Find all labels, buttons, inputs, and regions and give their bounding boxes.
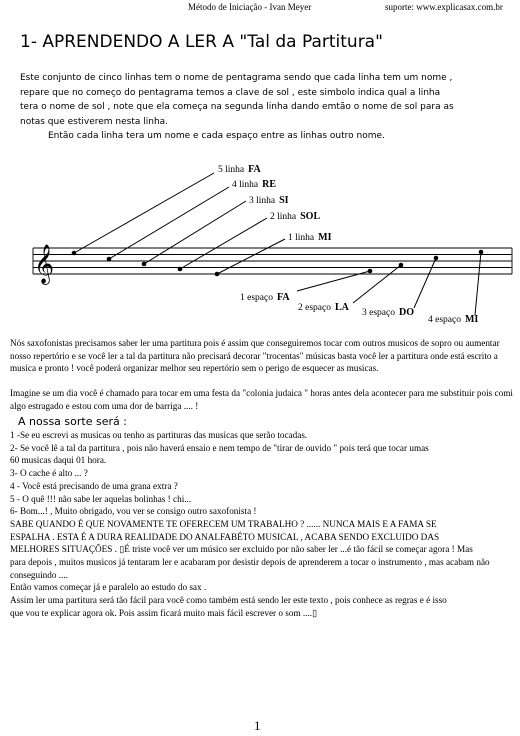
treble-clef-icon: 𝄞 (34, 244, 55, 284)
pointer-line-1 (217, 239, 285, 274)
pointer-space-2 (353, 265, 401, 303)
note-dot (107, 257, 112, 262)
list-item: 5 - O quê !!! não sabe ler aquelas bolinhas ! chi... (10, 493, 192, 504)
note-dot (368, 269, 373, 274)
sorte-heading: A nossa sorte será : (18, 415, 127, 428)
note-dot (178, 267, 183, 272)
intro-line: repare que no começo do pentagrama temos a clave de sol , este simbolo indica qual a linha (20, 87, 441, 98)
line-label-text: 3 linha (249, 196, 276, 206)
line-note-name: MI (318, 232, 332, 243)
note-dot (142, 262, 147, 267)
space-note-name: LA (334, 302, 349, 313)
line-3-label (249, 195, 289, 206)
list-item: 2- Se você lê a tal da partitura , pois não haverá ensaio e nem tempo de "tirar de ouvido " pois terá que tocar umas (10, 442, 429, 453)
list-item: ESPALHA . ESTA É A DURA REALIDADE DO ANALFABÉTO MUSICAL , ACABA SENDO EXCLUIDO DAS (10, 531, 440, 542)
intro-line: tera o nome de sol , note que ela começa na segunda linha dando emtão o nome de sol para as (20, 102, 454, 112)
space-note-name: DO (398, 307, 414, 318)
sorte-list (10, 429, 520, 620)
line-label-text: 1 linha (288, 233, 315, 243)
line-note-name: FA (248, 164, 261, 175)
list-item: 4 - Você está precisando de uma grana extra ? (10, 480, 178, 491)
page-title: 1- APRENDENDO A LER A "Tal da Partitura" (20, 32, 383, 52)
list-item: para depois , muitos musicos já tentaram ler e acabaram por desistir depois de aprenderem a tocar o instrumento , mas acabam não (10, 557, 490, 568)
note-dot (72, 251, 77, 256)
staff-lines (33, 248, 512, 274)
note-dot (479, 250, 484, 255)
intro-line: Este conjunto de cinco linhas tem o nome de pentagrama sendo que cada linha tem um nome , (20, 73, 453, 83)
note-dot (434, 256, 439, 261)
list-item: Então vamos começar já e paralelo ao estudo do sax . (10, 582, 207, 593)
list-item: 1 -Se eu escrevi as musicas ou tenho as partituras das musicas que serão tocadas. (10, 430, 308, 440)
list-item: 3- O cache é alto ... ? (10, 468, 88, 479)
pointer-line-5 (74, 173, 214, 253)
space-1-label (240, 292, 290, 303)
header-right: suporte: www.explicasax.com.br (385, 2, 503, 12)
list-item: MELHORES SITUAÇÕES . ▯É triste você ver um músico ser excluido por não saber ler ...é tão fácil se começar agora ! Mas (10, 544, 473, 555)
line-label-text: 2 linha (270, 212, 297, 222)
line-2-label (270, 211, 320, 222)
space-3-label (362, 307, 414, 318)
list-item: 60 musicas daqui 01 hora. (10, 455, 107, 466)
note-heads (72, 250, 484, 277)
list-item: que vou te explicar agora ok. Pois assim ficará muito mais fácil escrever o som ....▯ (10, 607, 318, 618)
space-4-label (428, 314, 478, 325)
space-note-name: MI (464, 314, 479, 325)
line-label-text: 4 linha (232, 180, 259, 190)
paragraph-saxofonistas: Nós saxofonistas precisamos saber ler uma partitura pois é assim que conseguiremos tocar com outros musicos de sopro ou aumentar nosso repertório e se você ler a tal da partitura não precisará decorar "trocentas" músicas basta você ler a partitura onde está escrito a musica e pronto ! você poderá organizar melhor seu repertório sem o perigo de esquecer as musicas. (10, 338, 500, 374)
list-item: SABE QUANDO É QUE NOVAMENTE TE OFERECEM UM TRABALHO ? ...... NUNCA MAIS E A FAMA SE (10, 518, 437, 529)
space-label-text: 3 espaço (362, 308, 395, 318)
header-left: Método de Iniciação - Ivan Meyer (188, 2, 312, 12)
line-note-name: SOL (300, 211, 321, 222)
space-note-name: FA (276, 292, 290, 303)
line-5-label (218, 164, 261, 175)
space-2-label (298, 302, 349, 313)
line-note-name: SI (279, 195, 289, 206)
line-4-label (232, 179, 276, 190)
space-label-text: 1 espaço (240, 293, 273, 303)
line-label-text: 5 linha (218, 165, 245, 175)
list-item: conseguindo .... (10, 569, 68, 580)
note-dot (399, 263, 404, 268)
intro-paragraph (20, 71, 465, 144)
list-item: 6- Bom...! , Muito obrigado, vou ver se consigo outro saxofonista ! (10, 506, 257, 517)
space-label-text: 4 espaço (428, 315, 461, 325)
line-1-label (288, 232, 331, 243)
intro-line: notas que estiverem nesta linha. (20, 116, 169, 127)
intro-indented-line: Então cada linha tera um nome e cada espaço entre as linhas outro nome. (48, 131, 385, 141)
pointer-space-3 (414, 258, 436, 308)
paragraph-imagine: Imagine se um dia você é chamado para tocar em uma festa da "colonia judaica " horas antes dela acontecer para me substituir pois comi algo estragado e estou com uma dor de barriga .... ! (10, 388, 513, 411)
pointer-space-4 (475, 252, 481, 315)
note-dot (215, 272, 220, 277)
list-item: Assim ler uma partitura será tão fácil para você como também está sendo ler este texto , pois conhece as regras e é isso (10, 595, 447, 606)
space-label-text: 2 espaço (298, 303, 331, 313)
page-number: 1 (254, 718, 261, 733)
line-note-name: RE (262, 179, 277, 190)
